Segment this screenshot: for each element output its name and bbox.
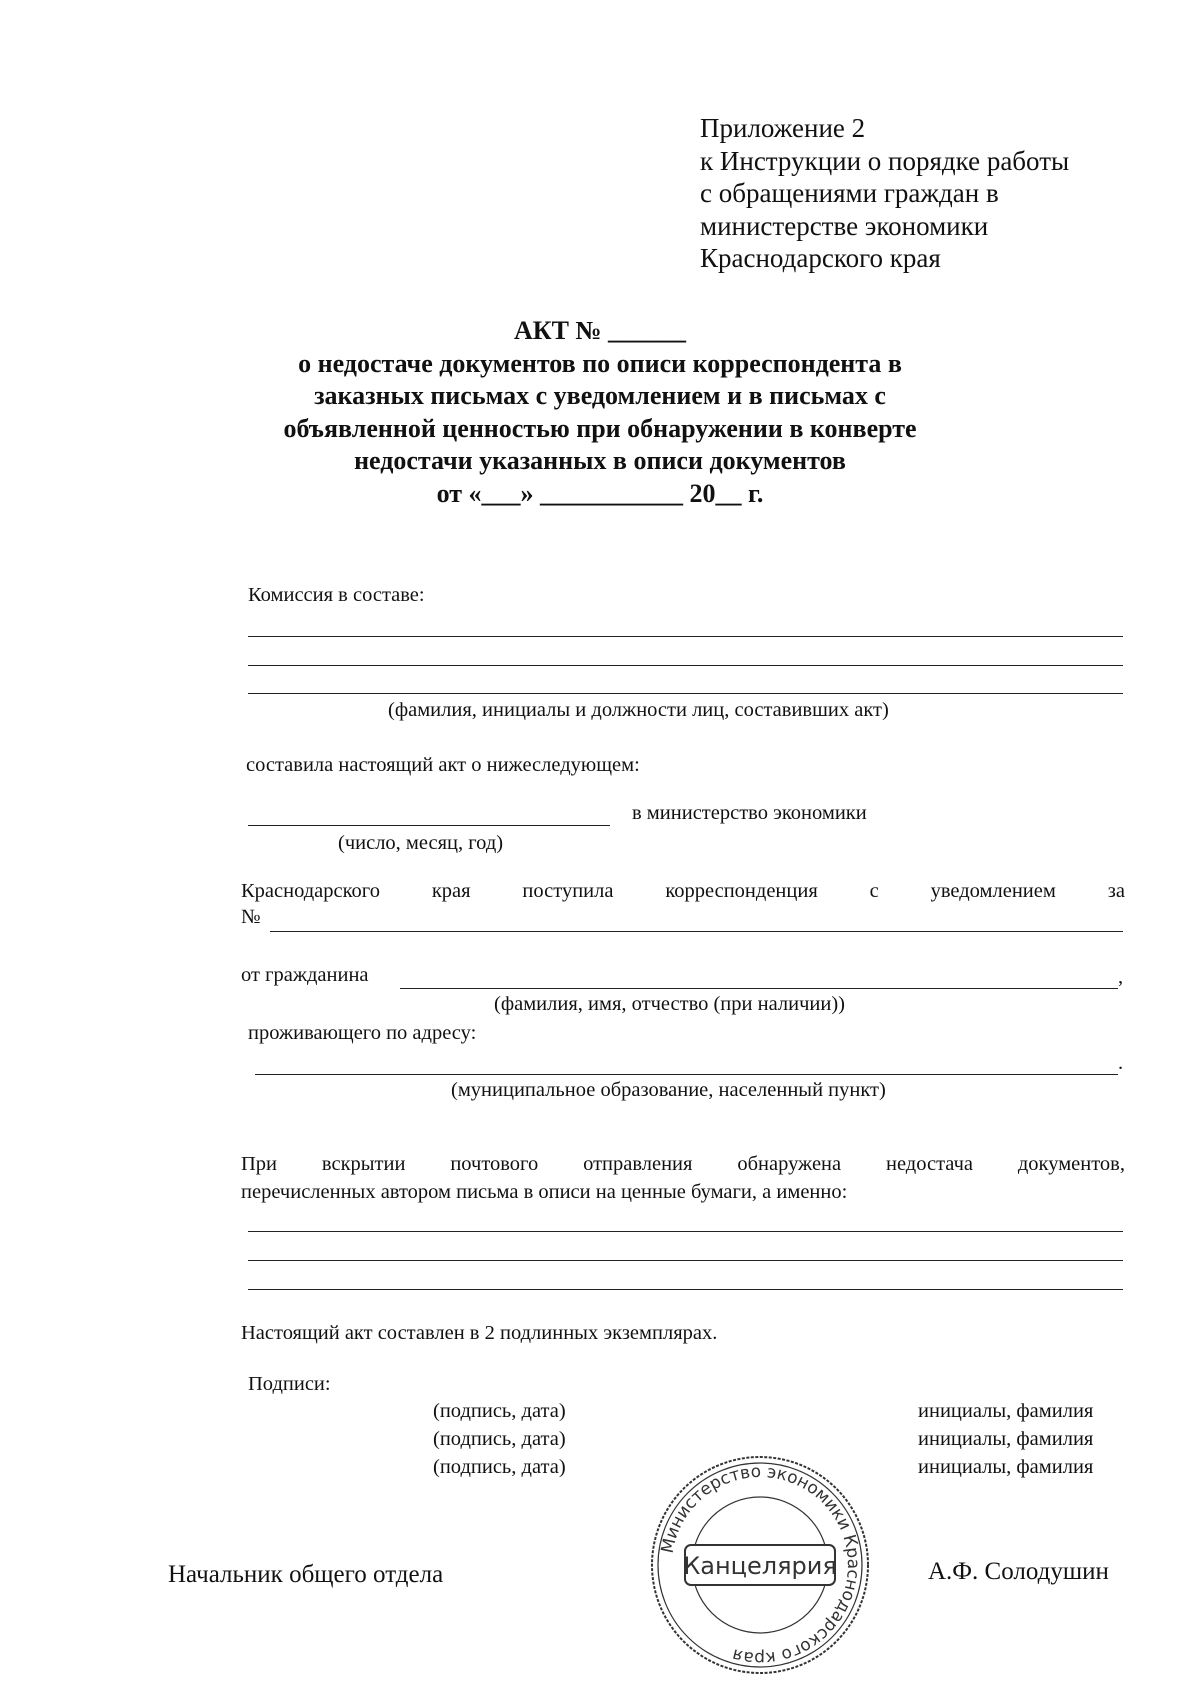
number-sign: № — [241, 906, 261, 928]
received-word: края — [431, 880, 471, 902]
document-title — [0, 315, 1200, 510]
signature-date-label: (подпись, дата) — [433, 1428, 566, 1450]
shortage-word: обнаружена — [737, 1153, 842, 1175]
shortage-fill-line — [248, 1260, 1123, 1261]
appendix-line: министерстве экономики — [700, 210, 989, 241]
date-line — [248, 825, 610, 826]
shortage-word: вскрытии — [321, 1153, 406, 1175]
initials-surname-label: инициалы, фамилия — [918, 1400, 1094, 1422]
compiled-text: составила настоящий акт о нижеследующем: — [246, 754, 640, 776]
footer-position: Начальник общего отдела — [168, 1561, 444, 1588]
signature-date-label: (подпись, дата) — [433, 1400, 566, 1422]
received-word: с — [869, 880, 879, 902]
received-word: поступила — [522, 880, 614, 902]
shortage-word: документов, — [1017, 1153, 1125, 1175]
signatures-label: Подписи: — [248, 1373, 331, 1395]
appendix-line: с обращениями граждан в — [700, 178, 999, 208]
shortage-line-2: перечисленных автором письма в описи на ценные бумаги, а именно: — [241, 1181, 848, 1203]
commission-line — [248, 693, 1123, 694]
copies-text: Настоящий акт составлен в 2 подлинных экземплярах. — [241, 1322, 718, 1344]
signature-date-label: (подпись, дата) — [433, 1456, 566, 1478]
shortage-word: При — [241, 1153, 278, 1175]
appendix-line: Приложение 2 — [700, 113, 866, 143]
period: . — [1118, 1052, 1124, 1074]
address-line — [255, 1074, 1118, 1075]
shortage-word: почтового — [450, 1153, 539, 1175]
title-line: недостачи указанных в описи документов — [354, 446, 846, 475]
initials-surname-label: инициалы, фамилия — [918, 1456, 1094, 1478]
comma: , — [1118, 966, 1124, 988]
received-line — [241, 880, 1125, 903]
shortage-line — [241, 1153, 1125, 1176]
title-line: объявленной ценностью при обнаружении в конверте — [283, 413, 917, 443]
commission-caption: (фамилия, инициалы и должности лиц, составивших акт) — [388, 699, 889, 721]
citizen-line — [400, 988, 1118, 989]
title-date-line: от «___» ___________ 20__ г. — [436, 478, 764, 508]
shortage-fill-line — [248, 1289, 1123, 1290]
stamp-center-text: Канцелярия — [683, 1552, 837, 1580]
act-number: АКТ № ______ — [513, 316, 687, 345]
received-word: Краснодарского — [241, 880, 380, 902]
appendix-header — [700, 112, 1069, 275]
shortage-fill-line — [248, 1231, 1123, 1232]
number-line — [270, 931, 1123, 932]
commission-label: Комиссия в составе: — [248, 584, 425, 606]
received-word: за — [1107, 880, 1125, 902]
commission-line — [248, 636, 1123, 637]
initials-surname-label: инициалы, фамилия — [918, 1428, 1094, 1450]
appendix-line: Краснодарского края — [700, 243, 941, 273]
shortage-word: недостача — [886, 1153, 973, 1175]
received-word: уведомлением — [930, 880, 1056, 902]
footer-signatory-name: А.Ф. Солодушин — [928, 1558, 1109, 1585]
fio-caption: (фамилия, имя, отчество (при наличии)) — [494, 993, 845, 1015]
date-caption: (число, месяц, год) — [338, 832, 504, 854]
from-citizen-label: от гражданина — [241, 964, 369, 986]
shortage-word: отправления — [583, 1153, 693, 1175]
office-stamp-seal — [645, 1450, 875, 1680]
stamp-ring-text: Министерство экономики Краснодарского края — [657, 1461, 864, 1669]
title-line: заказных письмах с уведомлением и в письмах с — [314, 381, 886, 410]
residing-label: проживающего по адресу: — [248, 1022, 477, 1044]
received-word: корреспонденция — [665, 880, 818, 902]
commission-line — [248, 665, 1123, 666]
appendix-line: к Инструкции о порядке работы — [700, 145, 1070, 176]
to-ministry-text: в министерство экономики — [632, 802, 867, 824]
address-caption: (муниципальное образование, населенный пункт) — [451, 1079, 886, 1101]
title-line: о недостаче документов по описи корреспондента в — [298, 348, 902, 378]
